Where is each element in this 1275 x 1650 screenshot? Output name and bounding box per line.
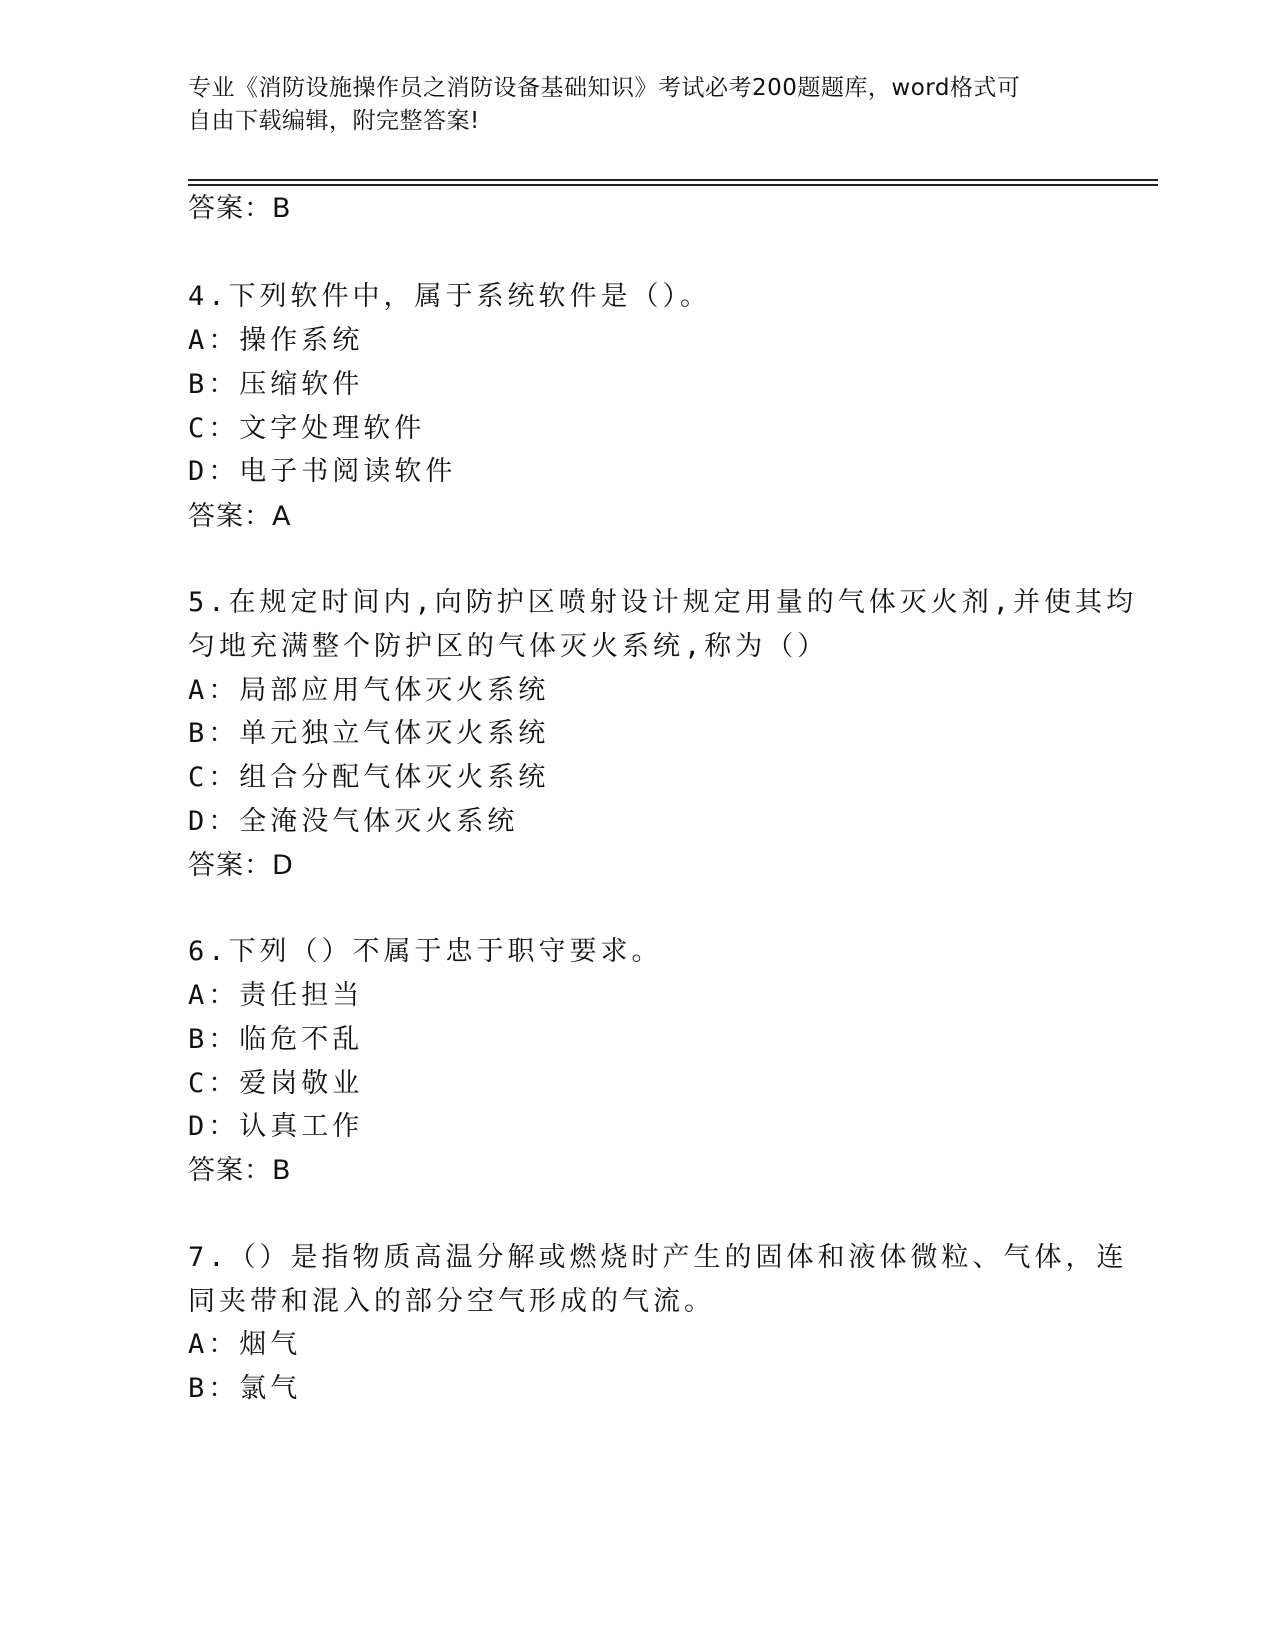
- question-stem: 6.下列（）不属于忠于职守要求。: [188, 936, 663, 967]
- option-b: B：临危不乱: [188, 1024, 364, 1055]
- option-d: D：全淹没气体灭火系统: [188, 806, 519, 837]
- option-d: D：认真工作: [188, 1111, 364, 1142]
- option-b: B：氯气: [188, 1373, 302, 1404]
- answer: 答案：D: [188, 850, 294, 881]
- option-d: D：电子书阅读软件: [188, 456, 457, 487]
- question-stem: 5.在规定时间内,向防护区喷射设计规定用量的气体灭火剂,并使其均: [188, 587, 1138, 618]
- option-c: C：爱岗敬业: [188, 1068, 364, 1099]
- option-c: C：组合分配气体灭火系统: [188, 762, 550, 793]
- option-a: A：操作系统: [188, 325, 364, 356]
- document-header: [188, 72, 1068, 138]
- question-stem: 4.下列软件中，属于系统软件是（）。: [188, 281, 712, 312]
- question-stem-continued: 匀地充满整个防护区的气体灭火系统,称为（）: [188, 631, 829, 662]
- previous-answer: 答案：B: [188, 193, 292, 224]
- header-line-2: 自由下载编辑，附完整答案!: [188, 108, 480, 134]
- option-b: B：单元独立气体灭火系统: [188, 718, 550, 749]
- answer: 答案：A: [188, 501, 292, 532]
- option-a: A：局部应用气体灭火系统: [188, 675, 550, 706]
- answer: 答案：B: [188, 1155, 292, 1186]
- question-stem: 7.（）是指物质高温分解或燃烧时产生的固体和液体微粒、气体，连: [188, 1242, 1128, 1273]
- option-a: A：责任担当: [188, 980, 364, 1011]
- option-c: C：文字处理软件: [188, 413, 426, 444]
- option-a: A：烟气: [188, 1329, 302, 1360]
- header-divider-bottom: [188, 184, 1158, 186]
- header-line-1: 专业《消防设施操作员之消防设备基础知识》考试必考200题题库，word格式可: [188, 75, 1021, 101]
- header-divider-top: [188, 179, 1158, 181]
- question-stem-continued: 同夹带和混入的部分空气形成的气流。: [188, 1286, 715, 1317]
- option-b: B：压缩软件: [188, 369, 364, 400]
